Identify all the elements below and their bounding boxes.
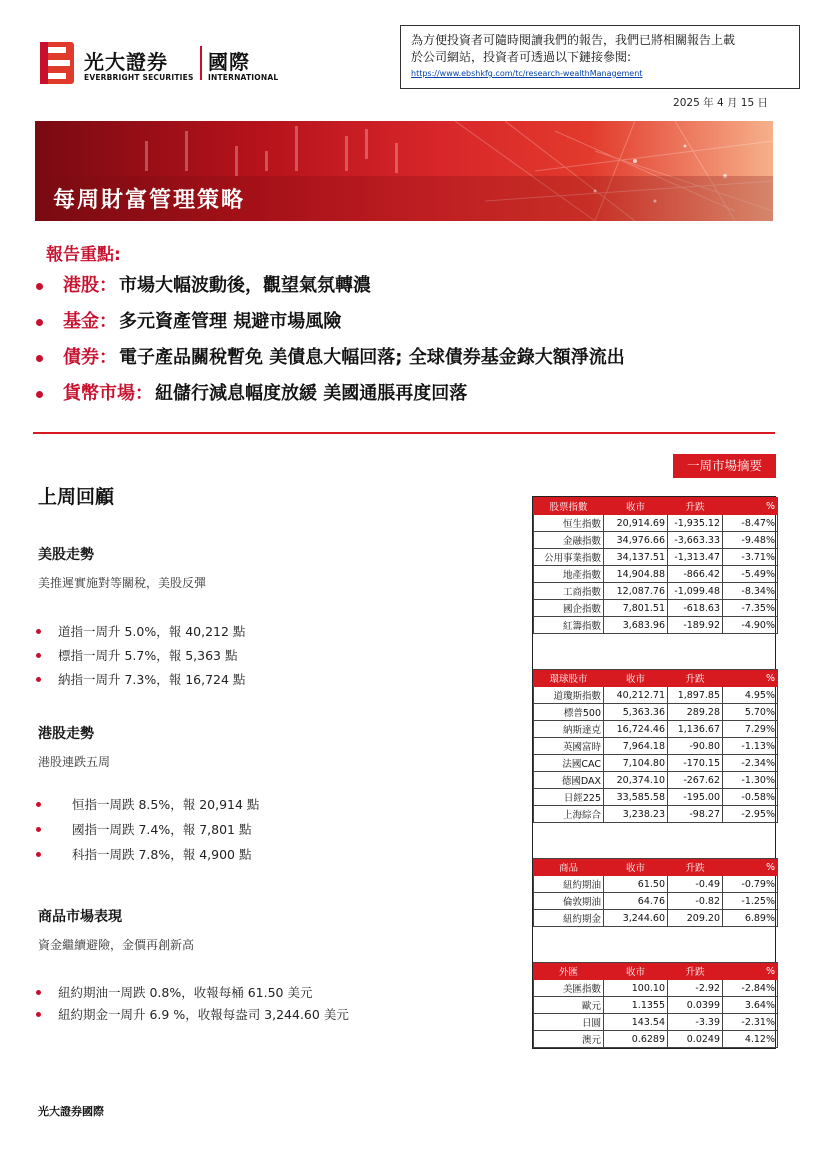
table-row	[534, 617, 778, 634]
table-cell: 工商指數	[534, 583, 604, 600]
table-row	[534, 1014, 778, 1031]
company-logo	[40, 40, 280, 86]
column-header: 收市	[604, 498, 668, 515]
list-item	[36, 820, 252, 838]
table-header-row	[534, 859, 778, 876]
table-cell: 標普500	[534, 704, 604, 721]
table-cell: 歐元	[534, 997, 604, 1014]
list-item	[36, 983, 313, 1001]
table-cell: 紐約期油	[534, 876, 604, 893]
commodity-summary: 資金繼續避險，金價再創新高	[38, 938, 195, 952]
logo-intl-cn: 國際	[208, 50, 250, 74]
table-spacer	[534, 634, 778, 670]
table-cell: -618.63	[668, 600, 723, 617]
table-cell: -1.30%	[723, 772, 778, 789]
research-link[interactable]: https://www.ebshkfg.com/tc/research-wealthManagement	[411, 69, 643, 78]
bullet-icon	[36, 355, 43, 362]
table-row	[534, 772, 778, 789]
logo-intl-en: INTERNATIONAL	[208, 73, 279, 82]
table-row	[534, 549, 778, 566]
table-cell: -9.48%	[723, 532, 778, 549]
table-cell: -8.34%	[723, 583, 778, 600]
keypoint-label: 基金：	[63, 311, 117, 332]
keypoints-list	[36, 272, 796, 416]
table-cell: 7,801.51	[604, 600, 668, 617]
list-item	[36, 670, 246, 688]
keypoint-label: 債券：	[63, 347, 117, 368]
footer-company: 光大證券國際	[38, 1105, 104, 1118]
keypoint-text: 紐儲行減息幅度放緩 美國通脹再度回落	[155, 383, 468, 404]
table-cell: 3,244.60	[604, 910, 668, 927]
everbright-logo-icon	[40, 42, 74, 84]
table-cell: 3,238.23	[604, 806, 668, 823]
table-cell: -1.25%	[723, 893, 778, 910]
table-cell: 德國DAX	[534, 772, 604, 789]
table-cell: 16,724.46	[604, 721, 668, 738]
table-cell: 209.20	[668, 910, 723, 927]
table-cell: -1,099.48	[668, 583, 723, 600]
title-banner	[35, 121, 773, 221]
table-cell: -98.27	[668, 806, 723, 823]
table-cell: 恒生指數	[534, 515, 604, 532]
us-stocks-heading: 美股走勢	[38, 547, 94, 563]
column-header: 升跌	[668, 670, 723, 687]
table-cell: -267.62	[668, 772, 723, 789]
bullet-icon	[36, 802, 41, 807]
table-cell: -170.15	[668, 755, 723, 772]
column-header: 升跌	[668, 963, 723, 980]
table-spacer	[534, 927, 778, 963]
table-cell: 289.28	[668, 704, 723, 721]
table-row	[534, 704, 778, 721]
table-cell: 紐約期金	[534, 910, 604, 927]
table-cell: 0.0399	[668, 997, 723, 1014]
section-divider	[33, 432, 775, 434]
list-item-text: 標指一周升 5.7%，報 5,363 點	[58, 648, 238, 663]
spacer-cell	[534, 927, 778, 963]
table-row	[534, 515, 778, 532]
table-cell: -866.42	[668, 566, 723, 583]
table-cell: 20,914.69	[604, 515, 668, 532]
table-cell: -8.47%	[723, 515, 778, 532]
table-cell: -1.13%	[723, 738, 778, 755]
notice-line-2: 於公司網站，投資者可透過以下鏈接參閱:	[411, 50, 632, 64]
table-cell: 33,585.58	[604, 789, 668, 806]
keypoint-label: 貨幣市場：	[63, 383, 153, 404]
table-row	[534, 1031, 778, 1048]
table-cell: 100.10	[604, 980, 668, 997]
hk-stocks-summary: 港股連跌五周	[38, 755, 111, 769]
review-title: 上周回顧	[38, 486, 115, 508]
keypoint-label: 港股：	[63, 275, 117, 296]
table-header-row	[534, 963, 778, 980]
list-item	[36, 845, 252, 863]
column-header: 外匯	[534, 963, 604, 980]
table-cell: 1.1355	[604, 997, 668, 1014]
table-cell: -2.31%	[723, 1014, 778, 1031]
column-header: %	[723, 670, 778, 687]
table-cell: 7.29%	[723, 721, 778, 738]
table-cell: 7,104.80	[604, 755, 668, 772]
list-item	[36, 622, 246, 640]
table-cell: 公用事業指數	[534, 549, 604, 566]
table-cell: -3,663.33	[668, 532, 723, 549]
logo-divider	[200, 46, 202, 80]
bullet-icon	[36, 990, 41, 995]
table-cell: -90.80	[668, 738, 723, 755]
table-cell: -189.92	[668, 617, 723, 634]
table-cell: 0.0249	[668, 1031, 723, 1048]
table-header-row	[534, 498, 778, 515]
bullet-icon	[36, 629, 41, 634]
us-stocks-summary: 美推遲實施對等關稅，美股反彈	[38, 576, 207, 590]
table-cell: -2.34%	[723, 755, 778, 772]
list-item-text: 納指一周升 7.3%，報 16,724 點	[58, 672, 246, 687]
table-cell: 日圓	[534, 1014, 604, 1031]
table-cell: 紅籌指數	[534, 617, 604, 634]
list-item	[36, 1005, 349, 1023]
column-header: 股票指數	[534, 498, 604, 515]
table-cell: -0.82	[668, 893, 723, 910]
notice-line-1: 為方便投資者可隨時閱讀我們的報告，我們已將相關報告上載	[411, 33, 736, 47]
table-row	[534, 687, 778, 704]
table-row	[534, 806, 778, 823]
table-cell: -0.49	[668, 876, 723, 893]
table-row	[534, 583, 778, 600]
column-header: 升跌	[668, 859, 723, 876]
table-cell: -2.84%	[723, 980, 778, 997]
logo-name-en: EVERBRIGHT SECURITIES	[84, 73, 194, 82]
spacer-cell	[534, 634, 778, 670]
bullet-icon	[36, 827, 41, 832]
table-cell: 5.70%	[723, 704, 778, 721]
keypoint-text: 多元資產管理 規避市場風險	[119, 311, 342, 332]
column-header: 商品	[534, 859, 604, 876]
list-item	[36, 795, 260, 813]
table-cell: 道瓊斯指數	[534, 687, 604, 704]
table-cell: 日經225	[534, 789, 604, 806]
table-cell: -3.39	[668, 1014, 723, 1031]
column-header: %	[723, 859, 778, 876]
table-cell: 4.12%	[723, 1031, 778, 1048]
bullet-icon	[36, 319, 43, 326]
table-cell: 3,683.96	[604, 617, 668, 634]
table-cell: 納斯達克	[534, 721, 604, 738]
table-cell: 地產指數	[534, 566, 604, 583]
list-item-text: 科指一周跌 7.8%，報 4,900 點	[72, 847, 252, 862]
table-cell: -2.92	[668, 980, 723, 997]
table-cell: -4.90%	[723, 617, 778, 634]
table-row	[534, 789, 778, 806]
table-cell: 40,212.71	[604, 687, 668, 704]
table-cell: -5.49%	[723, 566, 778, 583]
keypoint-text: 市場大幅波動後，觀望氣氛轉濃	[119, 275, 371, 296]
table-cell: 1,136.67	[668, 721, 723, 738]
bullet-icon	[36, 677, 41, 682]
table-cell: 34,976.66	[604, 532, 668, 549]
keypoints-title: 報告重點:	[46, 245, 121, 265]
table-cell: 美匯指數	[534, 980, 604, 997]
table-cell: -2.95%	[723, 806, 778, 823]
table-row	[534, 566, 778, 583]
table-cell: -1,935.12	[668, 515, 723, 532]
banner-title: 每周財富管理策略	[53, 188, 246, 213]
keypoint-item	[36, 344, 796, 380]
column-header: 收市	[604, 670, 668, 687]
table-cell: 143.54	[604, 1014, 668, 1031]
column-header: 升跌	[668, 498, 723, 515]
table-cell: 英國富時	[534, 738, 604, 755]
table-cell: 14,904.88	[604, 566, 668, 583]
table-row	[534, 876, 778, 893]
table-cell: 國企指數	[534, 600, 604, 617]
table-row	[534, 738, 778, 755]
table-row	[534, 910, 778, 927]
table-cell: -3.71%	[723, 549, 778, 566]
table-cell: 法國CAC	[534, 755, 604, 772]
table-cell: -1,313.47	[668, 549, 723, 566]
table-cell: 20,374.10	[604, 772, 668, 789]
bullet-icon	[36, 391, 43, 398]
table-cell: 金融指數	[534, 532, 604, 549]
table-row	[534, 600, 778, 617]
table-cell: -0.79%	[723, 876, 778, 893]
table-row	[534, 721, 778, 738]
table-cell: 1,897.85	[668, 687, 723, 704]
column-header: 收市	[604, 859, 668, 876]
table-header-row	[534, 670, 778, 687]
bullet-icon	[36, 852, 41, 857]
table-cell: 上海綜合	[534, 806, 604, 823]
logo-name-cn: 光大證券	[84, 50, 168, 74]
table-cell: 12,087.76	[604, 583, 668, 600]
table-cell: 倫敦期油	[534, 893, 604, 910]
website-notice-box	[400, 25, 800, 89]
report-date: 2025 年 4 月 15 日	[673, 97, 768, 109]
table-cell: 4.95%	[723, 687, 778, 704]
bullet-icon	[36, 1012, 41, 1017]
table-row	[534, 755, 778, 772]
table-row	[534, 997, 778, 1014]
table-row	[534, 980, 778, 997]
keypoint-text: 電子產品關稅暫免 美債息大幅回落; 全球債券基金錄大額淨流出	[119, 347, 625, 368]
list-item	[36, 646, 238, 664]
list-item-text: 道指一周升 5.0%，報 40,212 點	[58, 624, 246, 639]
table-cell: 澳元	[534, 1031, 604, 1048]
keypoint-item	[36, 272, 796, 308]
table-row	[534, 893, 778, 910]
table-cell: 3.64%	[723, 997, 778, 1014]
list-item-text: 紐約期油一周跌 0.8%，收報每桶 61.50 美元	[58, 985, 313, 1000]
bullet-icon	[36, 653, 41, 658]
table-cell: 61.50	[604, 876, 668, 893]
table-cell: 6.89%	[723, 910, 778, 927]
table-cell: 0.6289	[604, 1031, 668, 1048]
commodity-heading: 商品市場表現	[38, 909, 122, 925]
keypoint-item	[36, 380, 796, 416]
table-cell: 64.76	[604, 893, 668, 910]
hk-stocks-heading: 港股走勢	[38, 726, 94, 742]
market-summary-table	[532, 496, 776, 1049]
list-item-text: 恒指一周跌 8.5%，報 20,914 點	[72, 797, 260, 812]
table-spacer	[534, 823, 778, 859]
table-cell: 7,964.18	[604, 738, 668, 755]
column-header: 收市	[604, 963, 668, 980]
spacer-cell	[534, 823, 778, 859]
column-header: 環球股市	[534, 670, 604, 687]
table-cell: -7.35%	[723, 600, 778, 617]
list-item-text: 紐約期金一周升 6.9 %，收報每盎司 3,244.60 美元	[58, 1007, 349, 1022]
table-cell: -0.58%	[723, 789, 778, 806]
column-header: %	[723, 963, 778, 980]
list-item-text: 國指一周跌 7.4%，報 7,801 點	[72, 822, 252, 837]
keypoint-item	[36, 308, 796, 344]
table-row	[534, 532, 778, 549]
bullet-icon	[36, 283, 43, 290]
table-cell: 5,363.36	[604, 704, 668, 721]
column-header: %	[723, 498, 778, 515]
market-summary-tag: 一周市場摘要	[673, 454, 776, 478]
table-cell: 34,137.51	[604, 549, 668, 566]
table-cell: -195.00	[668, 789, 723, 806]
